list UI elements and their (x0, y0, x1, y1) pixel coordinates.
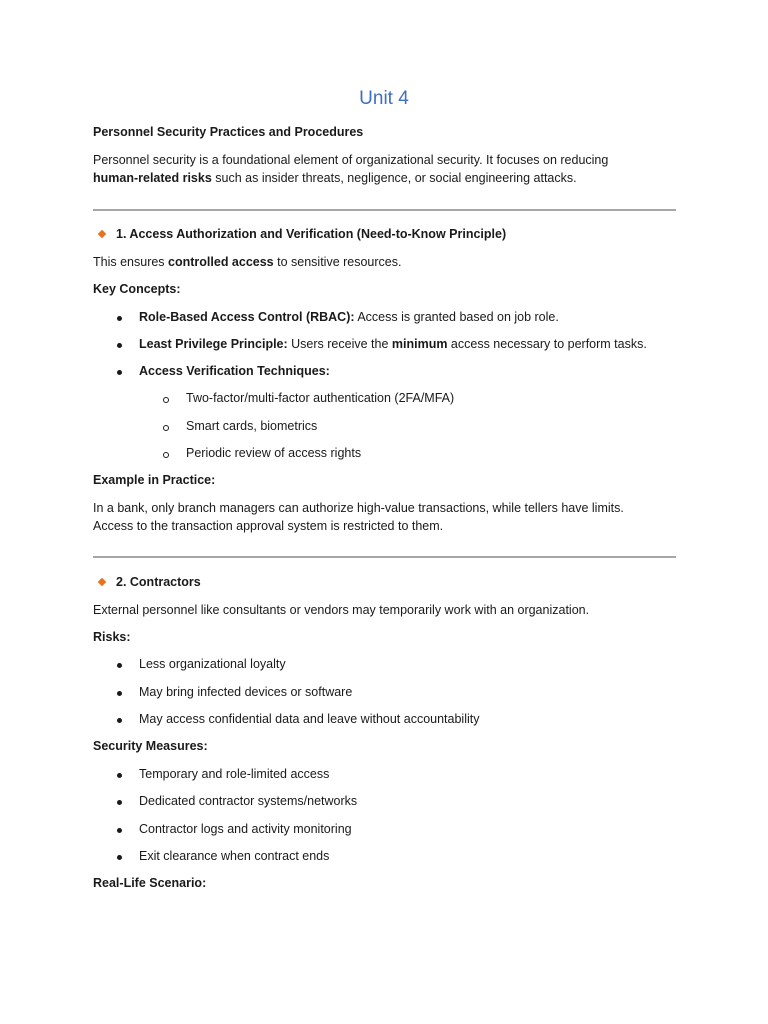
measure-item: Contractor logs and activity monitoring (139, 822, 352, 836)
concept-item: Access Verification Techniques: (139, 364, 330, 378)
bullet-icon (117, 370, 122, 375)
bullet-icon (117, 773, 122, 778)
technique-item: Two-factor/multi-factor authentication (2FA/MFA) (186, 391, 455, 405)
concept-item (139, 337, 647, 351)
intro-line-2-text: such as insider threats, negligence, or social engineering attacks. (211, 171, 577, 185)
bullet-icon (117, 343, 122, 348)
section-2-heading: 2. Contractors (116, 575, 201, 589)
example-line-1: In a bank, only branch managers can authorize high-value transactions, while tellers have limits. (93, 501, 624, 515)
bullet-icon (117, 718, 122, 723)
technique-item: Periodic review of access rights (186, 446, 362, 460)
hollow-bullet-icon (163, 452, 169, 458)
concept-desc: Access is granted based on job role. (354, 310, 559, 324)
example-label: Example in Practice: (93, 473, 216, 487)
concept-desc: Users receive the (287, 337, 392, 351)
diamond-bullet-icon (98, 230, 106, 238)
bullet-icon (117, 828, 122, 833)
measure-item: Dedicated contractor systems/networks (139, 794, 358, 808)
hollow-bullet-icon (163, 397, 169, 403)
measure-item: Temporary and role-limited access (139, 767, 330, 781)
risk-item: May bring infected devices or software (139, 685, 353, 699)
section-2-lead: External personnel like consultants or vendors may temporarily work with an organization. (93, 603, 590, 617)
concept-term: Least Privilege Principle: (139, 337, 288, 351)
bullet-icon (117, 855, 122, 860)
diamond-bullet-icon (98, 578, 106, 586)
document-heading: Personnel Security Practices and Procedures (93, 125, 364, 139)
bullet-icon (117, 316, 122, 321)
lead-bold: controlled access (168, 255, 274, 269)
concept-desc-end: access necessary to perform tasks. (447, 337, 647, 351)
section-1-heading: 1. Access Authorization and Verification (Need-to-Know Principle) (116, 227, 507, 241)
bullet-icon (117, 800, 122, 805)
intro-line-2 (93, 171, 577, 185)
hollow-bullet-icon (163, 425, 169, 431)
measures-label: Security Measures: (93, 739, 208, 753)
risk-item: Less organizational loyalty (139, 657, 286, 671)
bullet-icon (117, 663, 122, 668)
key-concepts-label: Key Concepts: (93, 282, 181, 296)
concept-term: Role-Based Access Control (RBAC): (139, 310, 355, 324)
example-line-2: Access to the transaction approval system is restricted to them. (93, 519, 444, 533)
section-divider (93, 556, 676, 558)
page-title: Unit 4 (359, 88, 409, 109)
measure-item: Exit clearance when contract ends (139, 849, 330, 863)
bullet-icon (117, 691, 122, 696)
scenario-label: Real-Life Scenario: (93, 876, 207, 890)
section-1-lead (93, 255, 401, 269)
intro-bold-phrase: human-related risks (93, 171, 212, 185)
lead-text: This ensures (93, 255, 169, 269)
intro-line-1: Personnel security is a foundational element of organizational security. It focuses on reducing (93, 153, 609, 167)
risk-item: May access confidential data and leave without accountability (139, 712, 480, 726)
technique-item: Smart cards, biometrics (186, 419, 318, 433)
lead-text-end: to sensitive resources. (273, 255, 402, 269)
concept-item (139, 310, 559, 324)
risks-label: Risks: (93, 630, 131, 644)
concept-desc-bold: minimum (391, 337, 448, 351)
section-divider (93, 209, 676, 211)
